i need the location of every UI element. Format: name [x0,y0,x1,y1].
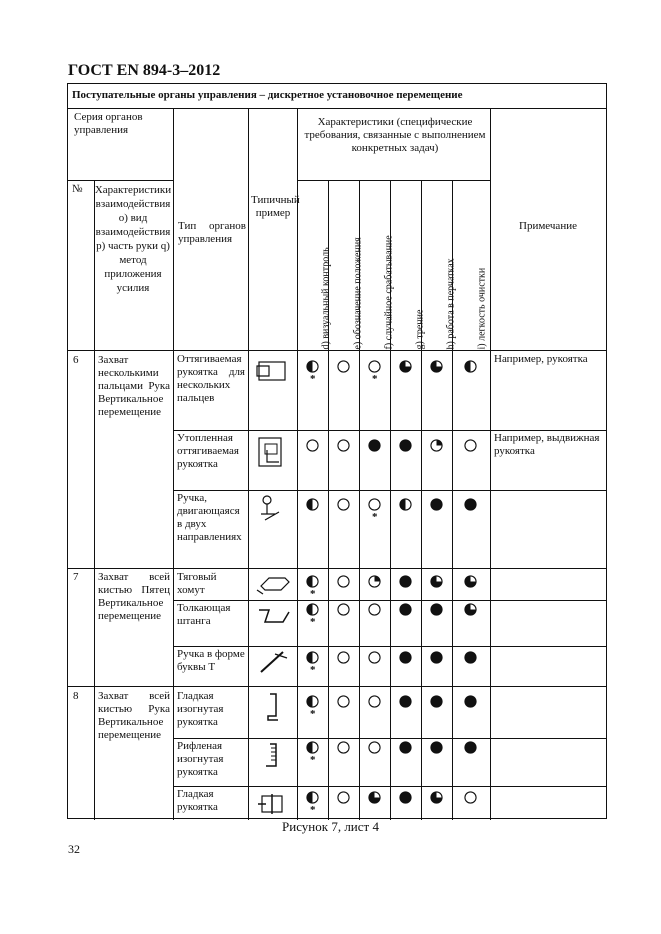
rating-empty-r6-c3 [368,651,381,664]
rating-half-r1-c1 [306,360,319,373]
rating-empty-r8-c3 [368,741,381,754]
smooth-bent-handle-icon [258,690,290,726]
rating-full-r6-c5 [430,651,443,664]
example-header: Типичный пример [251,194,300,219]
rating-half-r7-c1 [306,695,319,708]
rating-half-r1-c6 [464,360,477,373]
rating-half-r3-c4 [399,498,412,511]
t-handle-icon [255,648,293,676]
group-8-number: 8 [73,690,79,702]
rating-full-r7-c5 [430,695,443,708]
rating-threequarter-r4-c6 [464,575,477,588]
criterion-d: d) визуальный контроль [320,247,332,350]
asterisk-r1-c3: * [372,373,378,385]
rating-half-r5-c1 [306,603,319,616]
rating-empty-r7-c3 [368,695,381,708]
asterisk-r4-c1: * [310,588,316,600]
group-6-description: Захват несколькими пальцами Рука Вертикальное перемещение [98,354,170,418]
rating-empty-r1-c3 [368,360,381,373]
smooth-handle-icon [256,790,292,818]
controls-table [67,83,607,819]
rating-full-r6-c4 [399,651,412,664]
row-1-type: Оттягиваемая рукоятка для нескольких пальцев [177,353,245,404]
row-6-type: Ручка в форме буквы Т [177,648,245,673]
rating-empty-r1-c2 [337,360,350,373]
row-4-type: Тяговый хомут [177,571,217,596]
rating-quarter-r4-c3 [368,575,381,588]
rating-half-r3-c1 [306,498,319,511]
asterisk-r8-c1: * [310,754,316,766]
rating-half-r9-c1 [306,791,319,804]
group-7-description: Захват всей кистью Пятец Вертикальное перемещение [98,571,170,622]
rating-full-r3-c5 [430,498,443,511]
row-2-type: Утопленная оттягиваемая рукоятка [177,432,239,470]
pull-yoke-icon [255,572,293,598]
criterion-g: g) трение [414,309,426,350]
series-header: Серия органов управления [74,111,143,136]
table-title: Поступательные органы управления – дискретное установочное перемещение [72,89,463,101]
row-9-type: Гладкая рукоятка [177,788,218,813]
criterion-h: h) работа в перчатках [445,258,457,350]
asterisk-r7-c1: * [310,708,316,720]
rating-empty-r6-c2 [337,651,350,664]
rating-empty-r2-c6 [464,439,477,452]
rating-full-r7-c4 [399,695,412,708]
rating-empty-r3-c2 [337,498,350,511]
page-number: 32 [68,842,80,856]
rating-full-r3-c6 [464,498,477,511]
rating-empty-r3-c3 [368,498,381,511]
rating-threequarter-r1-c5 [430,360,443,373]
recessed-handle-icon [255,436,291,470]
push-bar-icon [255,602,293,630]
asterisk-r1-c1: * [310,373,316,385]
rating-full-r6-c6 [464,651,477,664]
rating-full-r8-c6 [464,741,477,754]
rating-empty-r4-c2 [337,575,350,588]
rating-threequarter-r1-c4 [399,360,412,373]
interaction-header: Характеристики взаимодействия о) вид взаимодействия р) часть руки q) метод приложения усилия [94,184,172,294]
asterisk-r6-c1: * [310,664,316,676]
row-8-type: Рифленая изогнутая рукоятка [177,740,224,778]
group-7-number: 7 [73,571,79,583]
rating-full-r8-c4 [399,741,412,754]
rating-empty-r9-c6 [464,791,477,804]
characteristics-header: Характеристики (специфические требования, связанные с выполнением конкретных задач) [304,116,486,154]
asterisk-r9-c1: * [310,804,316,816]
rating-full-r7-c6 [464,695,477,708]
criterion-i: i) легкость очистки [476,267,488,350]
rating-full-r5-c4 [399,603,412,616]
row-1-note: Например, рукоятка [494,353,588,365]
rating-full-r5-c5 [430,603,443,616]
row-5-type: Толкающая штанга [177,602,231,627]
criterion-f: f) случайное срабатывание [383,235,395,350]
rating-half-r6-c1 [306,651,319,664]
group-6-number: 6 [73,354,79,366]
rating-threequarter-r5-c6 [464,603,477,616]
rating-full-r2-c3 [368,439,381,452]
number-header: № [72,183,83,195]
ribbed-bent-handle-icon [258,740,290,776]
rating-half-r8-c1 [306,741,319,754]
rating-threequarter-r9-c5 [430,791,443,804]
rating-full-r8-c5 [430,741,443,754]
row-7-type: Гладкая изогнутая рукоятка [177,690,224,728]
pull-handle-icon [255,354,291,386]
rating-full-r9-c4 [399,791,412,804]
figure-caption: Рисунок 7, лист 4 [282,819,379,834]
rating-empty-r2-c2 [337,439,350,452]
rating-full-r4-c4 [399,575,412,588]
rating-threequarter-r4-c5 [430,575,443,588]
note-header: Примечание [519,220,577,232]
group-8-description: Захват всей кистью Рука Вертикальное перемещение [98,690,170,741]
asterisk-r5-c1: * [310,616,316,628]
row-3-type: Ручка, двигающаяся в двух направлениях [177,492,242,543]
criterion-e: e) обозначение положения [352,237,364,350]
rating-empty-r5-c2 [337,603,350,616]
rating-empty-r2-c1 [306,439,319,452]
rating-half-r4-c1 [306,575,319,588]
asterisk-r3-c3: * [372,511,378,523]
rating-empty-r5-c3 [368,603,381,616]
document-header: ГОСТ EN 894-3–2012 [68,62,221,79]
rating-empty-r9-c2 [337,791,350,804]
rating-empty-r8-c2 [337,741,350,754]
rating-quarter-r2-c5 [430,439,443,452]
rating-empty-r7-c2 [337,695,350,708]
type-header: Тип органов управления [178,220,246,245]
two-way-knob-icon [255,494,291,528]
rating-full-r2-c4 [399,439,412,452]
rating-threequarter-r9-c3 [368,791,381,804]
row-2-note: Например, выдвижная рукоятка [494,432,600,457]
